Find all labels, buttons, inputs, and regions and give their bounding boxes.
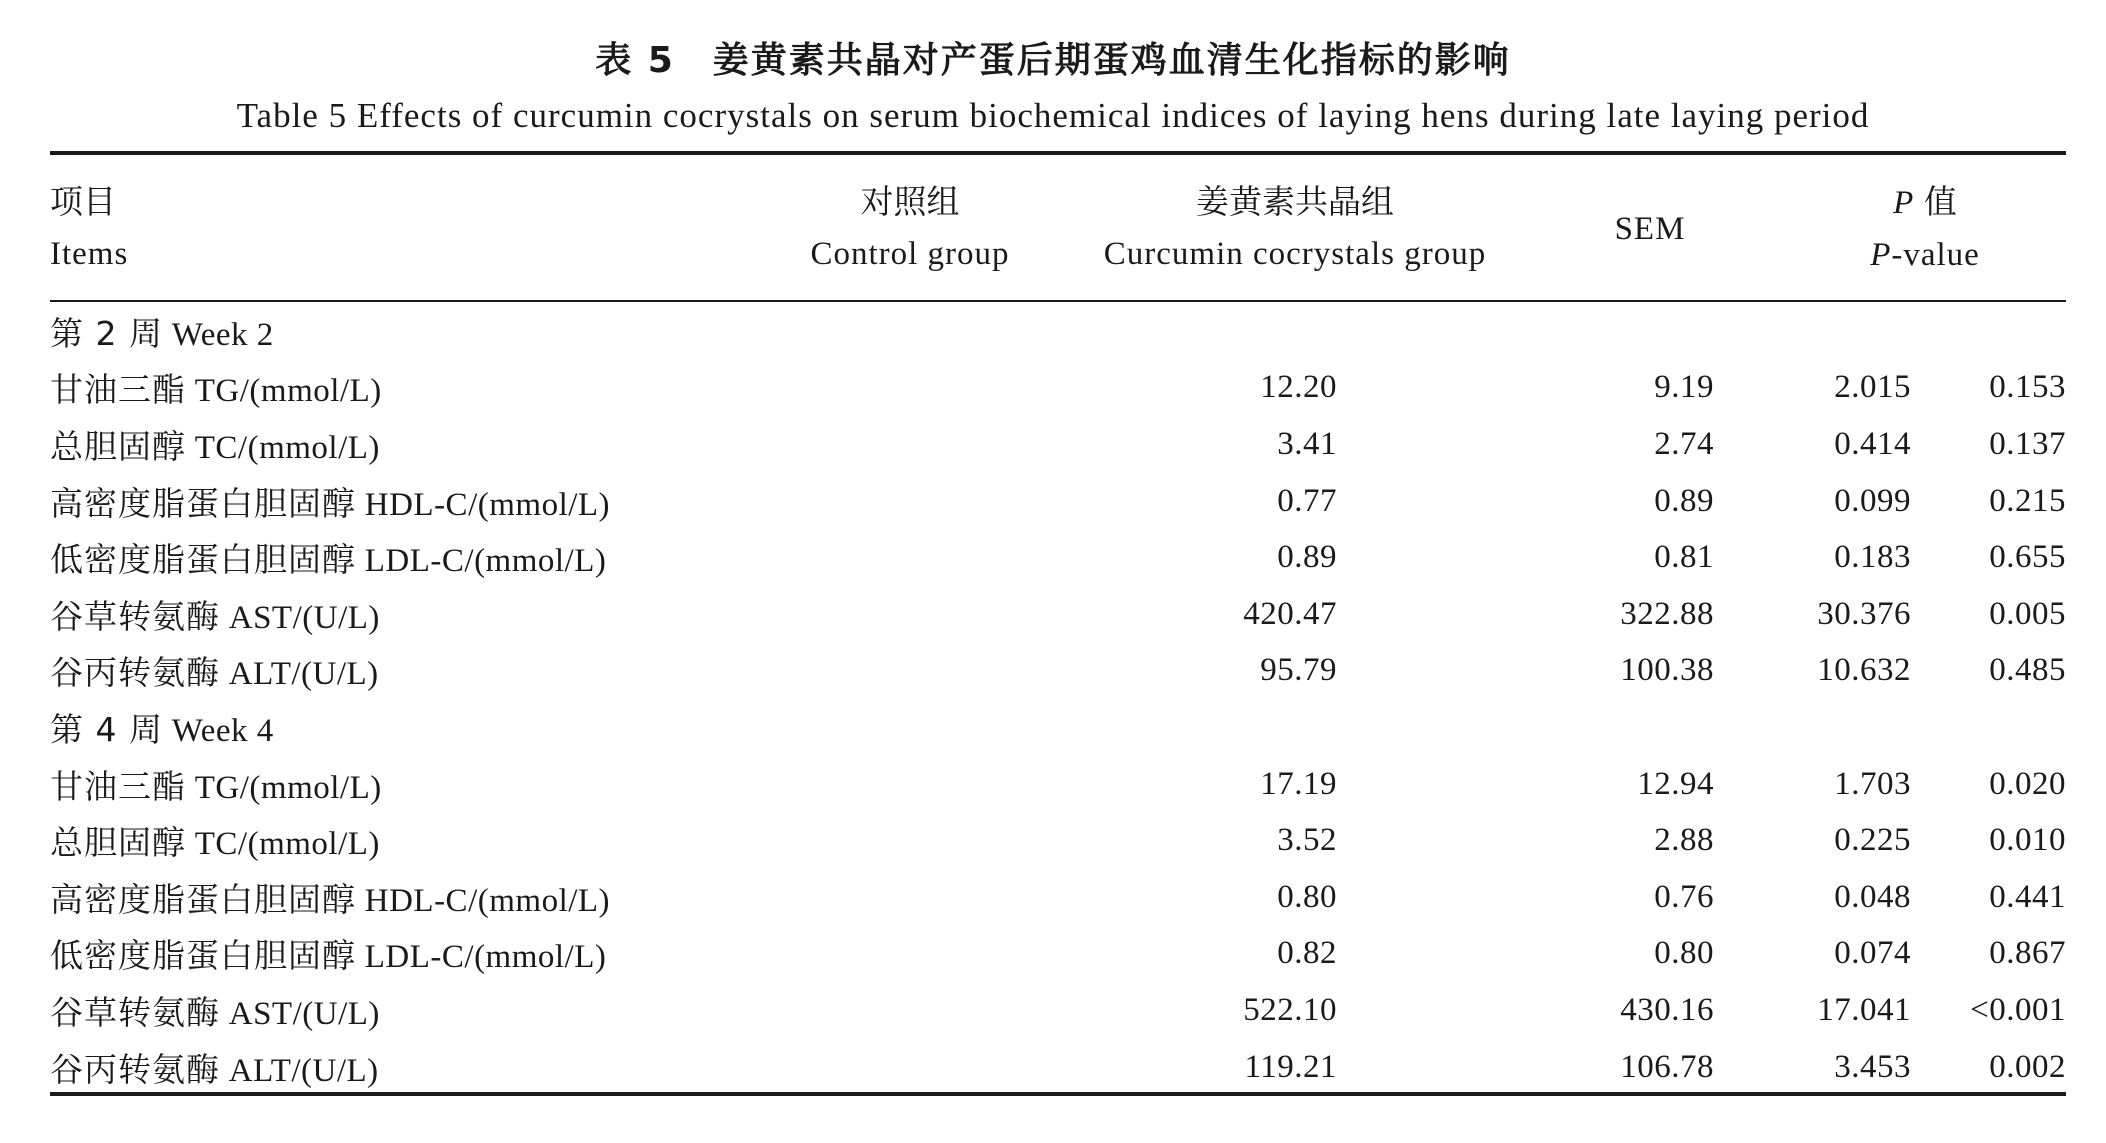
- p-value-cell: 0.005: [1989, 595, 2067, 632]
- p-value-cell: 0.655: [1989, 539, 2067, 576]
- p-value-cell: 0.010: [1989, 822, 2067, 859]
- row-item-label: [50, 643, 960, 700]
- p-value-cell: 0.153: [1989, 369, 2067, 406]
- section-label: [50, 303, 2066, 360]
- row-item-label: [50, 1039, 960, 1096]
- sem-value-cell: 1.703: [1834, 765, 1911, 802]
- table-row: [50, 756, 2066, 813]
- control-value-cell: 12.20: [1260, 369, 1337, 406]
- sem-value-cell: 0.414: [1834, 425, 1911, 462]
- control-value-cell: 17.19: [1260, 765, 1337, 802]
- column-header-control-cn: 对照组: [860, 182, 960, 221]
- column-header-items-en: Items: [50, 236, 129, 272]
- row-item-label: [50, 586, 960, 643]
- row-item-cn: 低密度脂蛋白胆固醇: [50, 540, 356, 580]
- sem-value-cell: 10.632: [1817, 652, 1911, 689]
- row-item-label: [50, 416, 960, 473]
- row-item-label: [50, 529, 960, 586]
- table-row: [50, 360, 2066, 417]
- p-value-cell: 0.137: [1989, 425, 2067, 462]
- curcumin-value-cell: 430.16: [1620, 991, 1714, 1028]
- control-value-cell: 3.41: [1277, 425, 1337, 462]
- row-item-cn: 甘油三酯: [50, 766, 186, 806]
- row-item-label: [50, 812, 960, 869]
- column-header-curcumin: [1070, 176, 1520, 280]
- spacer-cell: [960, 643, 1010, 700]
- column-header-curcumin-en: Curcumin cocrystals group: [1103, 236, 1487, 272]
- spacer-cell: [960, 926, 1010, 983]
- curcumin-value-cell: 0.80: [1654, 935, 1714, 972]
- row-item-en: AST/(U/L): [220, 995, 380, 1032]
- column-header-items-cn: 项目: [50, 182, 116, 221]
- sem-value-cell: 30.376: [1817, 595, 1911, 632]
- section-row-week: [50, 303, 2066, 360]
- section-label-cn: 第 2 周: [50, 313, 163, 353]
- curcumin-value-cell: 9.19: [1654, 369, 1714, 406]
- control-value-cell: 0.82: [1277, 935, 1337, 972]
- spacer-cell: [960, 473, 1010, 530]
- row-item-en: TG/(mmol/L): [186, 373, 382, 410]
- row-item-label: [50, 756, 960, 813]
- control-value-cell: 0.80: [1277, 878, 1337, 915]
- table-row: [50, 982, 2066, 1039]
- row-item-en: LDL-C/(mmol/L): [356, 543, 607, 580]
- section-label-en: Week 4: [162, 712, 274, 749]
- control-value-cell: 0.89: [1277, 539, 1337, 576]
- column-header-items: [50, 176, 128, 280]
- curcumin-value-cell: 12.94: [1637, 765, 1714, 802]
- sem-value-cell: 2.015: [1834, 369, 1911, 406]
- table-row: [50, 926, 2066, 983]
- column-header-sem: SEM: [1614, 211, 1686, 247]
- table-row: [50, 869, 2066, 926]
- table-row: [50, 529, 2066, 586]
- p-value-cell: 0.020: [1989, 765, 2067, 802]
- row-item-en: ALT/(U/L): [220, 1052, 379, 1089]
- row-item-en: ALT/(U/L): [220, 656, 379, 693]
- p-suffix-cn: 值: [1913, 182, 1957, 221]
- table-row: [50, 586, 2066, 643]
- spacer-cell: [960, 982, 1010, 1039]
- sem-value-cell: 0.048: [1834, 878, 1911, 915]
- spacer-cell: [960, 756, 1010, 813]
- spacer-cell: [960, 360, 1010, 417]
- sem-value-cell: 0.099: [1834, 482, 1911, 519]
- table-row: [50, 643, 2066, 700]
- spacer-cell: [960, 529, 1010, 586]
- row-item-label: [50, 360, 960, 417]
- table-title-english: Table 5 Effects of curcumin cocrystals on serum biochemical indices of laying hens during late laying period: [236, 96, 1870, 135]
- row-item-label: [50, 473, 960, 530]
- top-rule: [50, 151, 2066, 155]
- p-suffix-en: -value: [1891, 237, 1980, 273]
- curcumin-value-cell: 2.74: [1654, 425, 1714, 462]
- table-row: [50, 1039, 2066, 1096]
- sem-value-cell: 3.453: [1834, 1048, 1911, 1085]
- curcumin-value-cell: 0.89: [1654, 482, 1714, 519]
- control-value-cell: 0.77: [1277, 482, 1337, 519]
- control-value-cell: 522.10: [1243, 991, 1337, 1028]
- spacer-cell: [960, 869, 1010, 926]
- row-item-cn: 谷草转氨酶: [50, 992, 220, 1032]
- section-row-week: [50, 699, 2066, 756]
- control-value-cell: 119.21: [1244, 1048, 1337, 1085]
- p-value-cell: 0.215: [1989, 482, 2067, 519]
- column-header-curcumin-cn: 姜黄素共晶组: [1196, 182, 1394, 221]
- curcumin-value-cell: 100.38: [1620, 652, 1714, 689]
- table-body: [50, 303, 2066, 1095]
- row-item-en: TG/(mmol/L): [186, 769, 382, 806]
- p-letter-en: P: [1870, 237, 1892, 273]
- column-header-p-value-en: [1800, 229, 2050, 281]
- p-value-cell: 0.002: [1989, 1048, 2067, 1085]
- row-item-cn: 总胆固醇: [50, 426, 186, 466]
- row-item-cn: 高密度脂蛋白胆固醇: [50, 483, 356, 523]
- row-item-cn: 高密度脂蛋白胆固醇: [50, 879, 356, 919]
- control-value-cell: 420.47: [1243, 595, 1337, 632]
- p-value-cell: 0.485: [1989, 652, 2067, 689]
- sem-value-cell: 17.041: [1817, 991, 1911, 1028]
- table-row: [50, 416, 2066, 473]
- column-header-control: [780, 176, 1040, 280]
- row-item-label: [50, 926, 960, 983]
- p-letter: P: [1893, 185, 1914, 221]
- row-item-en: TC/(mmol/L): [186, 826, 380, 863]
- row-item-en: AST/(U/L): [220, 599, 380, 636]
- row-item-cn: 低密度脂蛋白胆固醇: [50, 936, 356, 976]
- p-value-cell: <0.001: [1970, 991, 2067, 1028]
- row-item-en: TC/(mmol/L): [186, 429, 380, 466]
- column-header-p-value: [1800, 176, 2050, 281]
- p-value-cell: 0.441: [1989, 878, 2067, 915]
- row-item-label: [50, 982, 960, 1039]
- curcumin-value-cell: 322.88: [1620, 595, 1714, 632]
- column-header-control-en: Control group: [810, 236, 1010, 272]
- curcumin-value-cell: 0.81: [1654, 539, 1714, 576]
- spacer-cell: [960, 586, 1010, 643]
- row-item-cn: 总胆固醇: [50, 823, 186, 863]
- table-row: [50, 812, 2066, 869]
- control-value-cell: 95.79: [1260, 652, 1337, 689]
- p-value-cell: 0.867: [1989, 935, 2067, 972]
- row-item-cn: 谷丙转氨酶: [50, 1049, 220, 1089]
- section-label-cn: 第 4 周: [50, 709, 163, 749]
- row-item-label: [50, 869, 960, 926]
- control-value-cell: 3.52: [1277, 822, 1337, 859]
- curcumin-value-cell: 2.88: [1654, 822, 1714, 859]
- row-item-cn: 谷丙转氨酶: [50, 653, 220, 693]
- section-label: [50, 699, 2066, 756]
- row-item-cn: 谷草转氨酶: [50, 596, 220, 636]
- spacer-cell: [960, 812, 1010, 869]
- section-label-en: Week 2: [162, 316, 274, 353]
- row-item-cn: 甘油三酯: [50, 370, 186, 410]
- table-title-chinese: 表 5 姜黄素共晶对产蛋后期蛋鸡血清生化指标的影响: [595, 40, 1511, 81]
- row-item-en: LDL-C/(mmol/L): [356, 939, 607, 976]
- spacer-cell: [960, 416, 1010, 473]
- sem-value-cell: 0.183: [1834, 539, 1911, 576]
- row-item-en: HDL-C/(mmol/L): [356, 882, 611, 919]
- column-header-p-value-cn: [1800, 176, 2050, 229]
- header-rule: [50, 300, 2066, 302]
- spacer-cell: [960, 1039, 1010, 1096]
- curcumin-value-cell: 0.76: [1654, 878, 1714, 915]
- table-row: [50, 473, 2066, 530]
- sem-value-cell: 0.074: [1834, 935, 1911, 972]
- bottom-rule: [50, 1092, 2066, 1096]
- data-table: [50, 303, 2066, 1095]
- curcumin-value-cell: 106.78: [1620, 1048, 1714, 1085]
- sem-value-cell: 0.225: [1834, 822, 1911, 859]
- row-item-en: HDL-C/(mmol/L): [356, 486, 611, 523]
